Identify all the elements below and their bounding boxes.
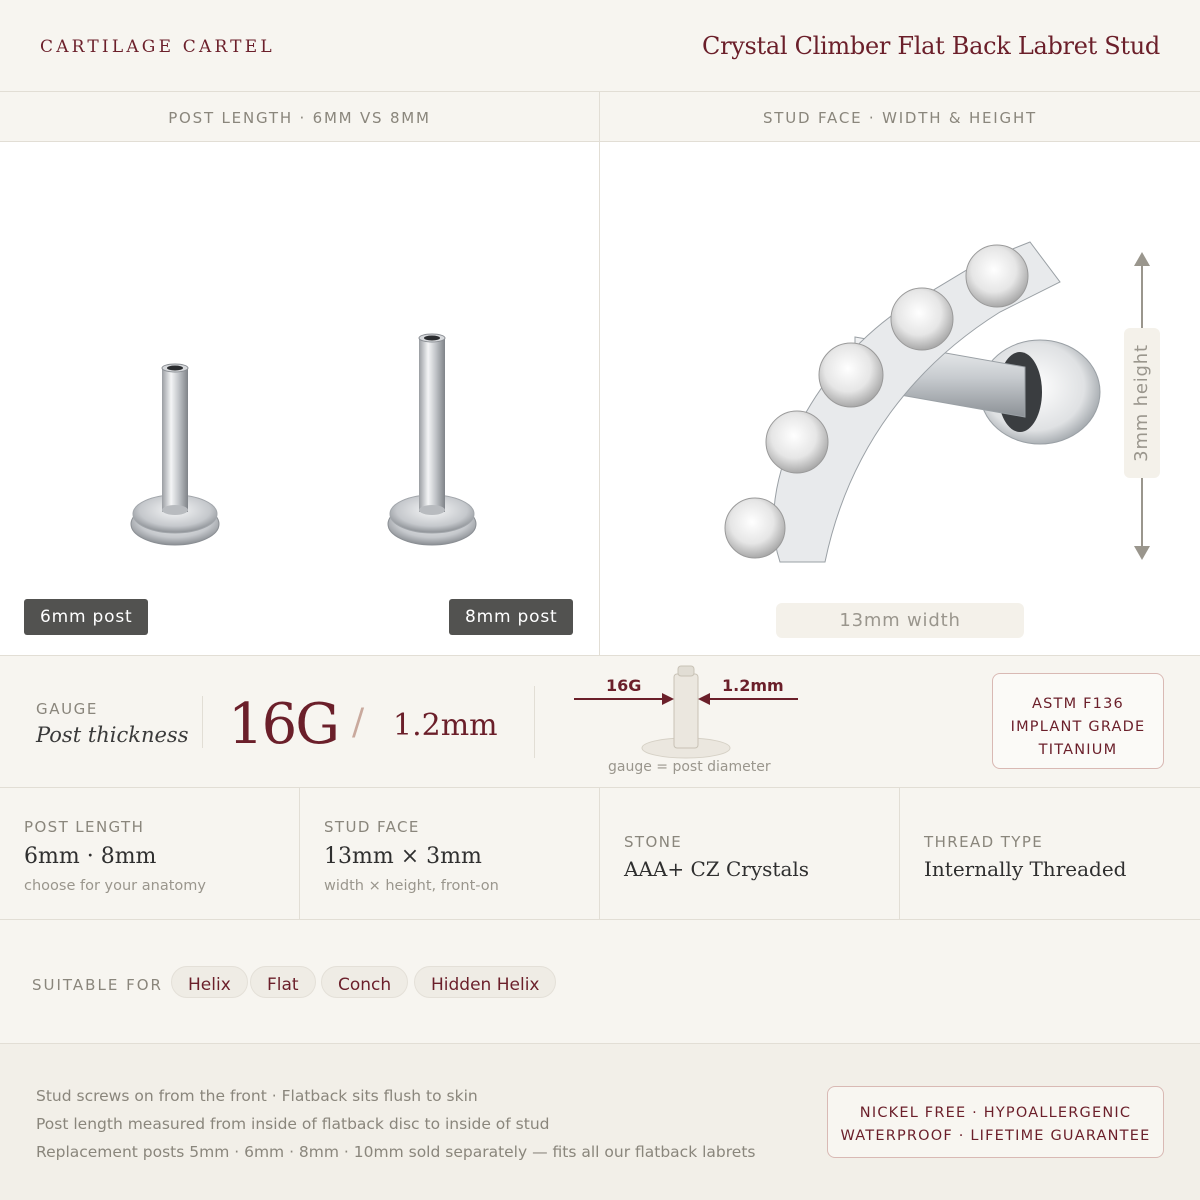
stud-face-image <box>600 142 1200 655</box>
spec-label: STONE <box>624 833 683 851</box>
spec-value: 6mm · 8mm <box>24 844 157 869</box>
gauge-caption: gauge = post diameter <box>608 759 771 775</box>
spec-thread-type <box>900 788 1200 919</box>
gauge-row <box>0 656 1200 788</box>
crystal-climber-stud-icon <box>725 242 1100 562</box>
width-label: 13mm width <box>776 603 1024 638</box>
height-label-wrap <box>1124 328 1160 478</box>
post-comparison-image <box>0 142 599 655</box>
spec-value: AAA+ CZ Crystals <box>624 857 810 881</box>
post-length-panel <box>0 92 600 656</box>
material-line: IMPLANT GRADE <box>1010 719 1146 735</box>
suitable-for-row <box>0 920 1200 1044</box>
material-line: ASTM F136 <box>1032 696 1124 712</box>
tag-8mm-post: 8mm post <box>449 599 573 635</box>
guarantee-line: WATERPROOF · LIFETIME GUARANTEE <box>840 1128 1151 1144</box>
spec-value: Internally Threaded <box>924 857 1127 881</box>
spec-note: width × height, front-on <box>324 878 499 894</box>
spec-label: THREAD TYPE <box>924 833 1044 851</box>
material-badge <box>992 673 1164 769</box>
footer-line: Replacement posts 5mm · 6mm · 8mm · 10mm sold separately — fits all our flatback labrets <box>36 1143 756 1161</box>
guarantee-line: NICKEL FREE · HYPOALLERGENIC <box>859 1105 1132 1121</box>
spec-note: choose for your anatomy <box>24 878 206 894</box>
gauge-value: 16G <box>228 692 338 757</box>
tag-6mm-post: 6mm post <box>24 599 148 635</box>
spec-grid <box>0 788 1200 920</box>
post-8mm-icon <box>388 334 476 545</box>
post-length-heading: POST LENGTH · 6MM VS 8MM <box>0 92 599 142</box>
diagram-mm-label: 1.2mm <box>722 676 784 695</box>
pill-hidden-helix[interactable]: Hidden Helix <box>414 966 556 998</box>
footer <box>0 1044 1200 1200</box>
spec-post-length <box>0 788 300 919</box>
spec-value: 13mm × 3mm <box>324 844 482 869</box>
gauge-mm-value: 1.2mm <box>393 708 498 743</box>
diagram-gauge-label: 16G <box>606 676 642 695</box>
divider <box>202 696 203 748</box>
spec-stud-face <box>300 788 600 919</box>
pill-conch[interactable]: Conch <box>321 966 408 998</box>
guarantee-badge <box>827 1086 1164 1158</box>
gauge-slash: / <box>352 702 365 743</box>
stud-face-panel <box>600 92 1200 656</box>
gauge-label: GAUGE <box>36 700 98 718</box>
post-6mm-icon <box>131 364 219 545</box>
pill-flat[interactable]: Flat <box>250 966 316 998</box>
page-header <box>0 0 1200 92</box>
spec-label: STUD FACE <box>324 818 420 836</box>
footer-line: Post length measured from inside of flatback disc to inside of stud <box>36 1115 550 1133</box>
suitable-label: SUITABLE FOR <box>32 976 163 994</box>
pill-helix[interactable]: Helix <box>171 966 248 998</box>
product-title: Crystal Climber Flat Back Labret Stud <box>702 32 1160 60</box>
gauge-subtitle: Post thickness <box>36 723 189 747</box>
brand-logo[interactable]: CARTILAGE CARTEL <box>40 37 275 57</box>
material-line: TITANIUM <box>1038 742 1118 758</box>
footer-line: Stud screws on from the front · Flatback sits flush to skin <box>36 1087 478 1105</box>
height-label: 3mm height <box>1131 344 1152 462</box>
spec-label: POST LENGTH <box>24 818 145 836</box>
stud-face-heading: STUD FACE · WIDTH & HEIGHT <box>600 92 1200 142</box>
divider <box>534 686 535 758</box>
spec-stone <box>600 788 900 919</box>
